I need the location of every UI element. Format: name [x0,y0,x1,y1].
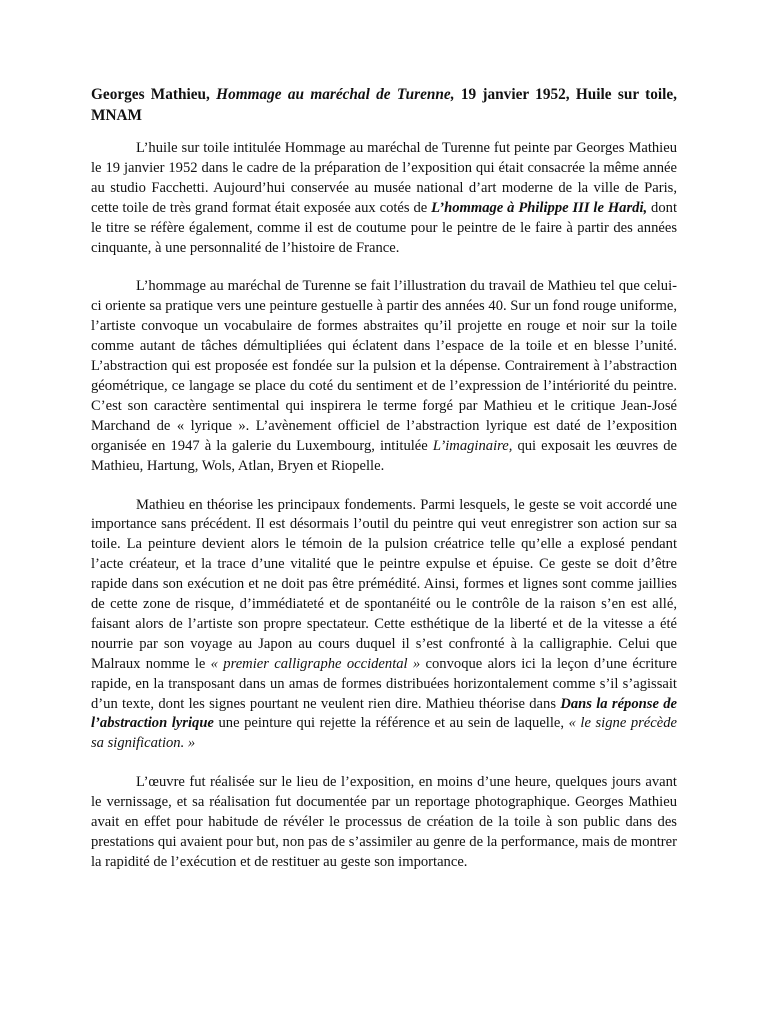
title-details: 19 janvier 1952, Huile sur toile, MNAM [91,86,677,124]
paragraph-1-text-a: L’huile sur toile intitulée Hommage au maréchal de Turenne fut peinte par Georges Mathieu le 19 janvier 1952 dans le cadre de la préparation de l’exposition qui était consacrée la même année au studio Facchetti. Aujourd’hui conservée au musée national d’art moderne de la ville de Paris, cette toile de très grand format était exposée aux cotés de [91,140,677,216]
paragraph-3-quote-2: « le signe précède sa signification. » [91,715,678,752]
paragraph-2-text-b: qui exposait les œuvres de Mathieu, Hartung, Wols, Atlan, Bryen et Riopelle. [91,437,677,474]
paragraph-3-text-a: Mathieu en théorise les principaux fondements. Parmi lesquels, le geste se voit accordé une importance sans précédent. Il est désormais l’outil du peintre qui veut enregistrer son action sur sa toile. La peinture devient alors le témoin de la pulsion créatrice telle qu’elle a explosé pendant l’acte créateur, et la trace d’une vitalité que le peintre expulse et épuise. Ce geste se doit d’être rapide dans son exécution et ne doit pas être prémédité. Ainsi, formes et lignes sont comme jaillies de cette zone de risque, d’immédiateté et de spontanéité ou le contrôle de la raison s’en est allé, faisant alors de l’artiste son propre spectateur. Cette esthétique de la liberté et de la vitesse a été nourrie par son voyage au Japon au cours duquel il s’est confronté à la calligraphie. Celui que Malraux nomme le [91,496,677,672]
paragraph-1-text-b: dont le titre se réfère également, comme il est de coutume pour le peintre de le faire à partir des années cinquante, à une personnalité de l’histoire de France. [91,199,677,256]
paragraph-1-work-title: L’hommage à Philippe III le Hardi, [431,199,648,216]
paragraph-1 [91,139,677,258]
paragraph-3-text-b: convoque alors ici la leçon d’une écriture rapide, en la transposant dans un amas de formes distribuées horizontalement comme s’il s’agissait d’un texte, dont les signes pourtant ne veulent rien dire. Mathieu théorise dans [91,655,677,712]
paragraph-3 [91,496,677,755]
paragraph-3-work-title: Dans la réponse de l’abstraction lyrique [91,695,677,732]
title-work: Hommage au maréchal de Turenne, [216,86,455,103]
document-title [91,84,677,126]
paragraph-2-work-title: L’imaginaire, [432,437,513,454]
title-author: Georges Mathieu, [91,86,210,103]
paragraph-2 [91,277,677,476]
paragraph-3-quote-1: « premier calligraphe occidental » [210,655,421,672]
paragraph-2-text-a: L’hommage au maréchal de Turenne se fait l’illustration du travail de Mathieu tel que celui-ci oriente sa pratique vers une peinture gestuelle à partir des années 40. Sur un fond rouge uniforme, l’artiste convoque un vocabulaire de formes abstraites qu’il projette en rouge et noir sur la toile comme autant de tâches démultipliées qui éclatent dans l’espace de la toile et en blesse l’unité. L’abstraction qui est proposée est fondée sur la pulsion et la dépense. Contrairement à l’abstraction géométrique, ce langage se place du coté du sentiment et de l’expression de l’intériorité du peintre. C’est son caractère sentimental qui inspirera le terme forgé par Mathieu et le critique Jean-José Marchand de « lyrique ». L’avènement officiel de l’abstraction lyrique est daté de l’exposition organisée en 1947 à la galerie du Luxembourg, intitulée [91,278,677,454]
paragraph-4-text: L’œuvre fut réalisée sur le lieu de l’exposition, en moins d’une heure, quelques jours avant le vernissage, et sa réalisation fut documentée par un reportage photographique. Georges Mathieu avait en effet pour habitude de révéler le processus de création de la toile à son public dans des prestations qui avaient pour but, non pas de s’assimiler au genre de la performance, mais de montrer la rapidité de l’exécution et de restituer au geste son importance. [91,774,677,870]
paragraph-4 [91,773,677,873]
paragraph-3-text-c: une peinture qui rejette la référence et au sein de laquelle, [218,715,565,732]
